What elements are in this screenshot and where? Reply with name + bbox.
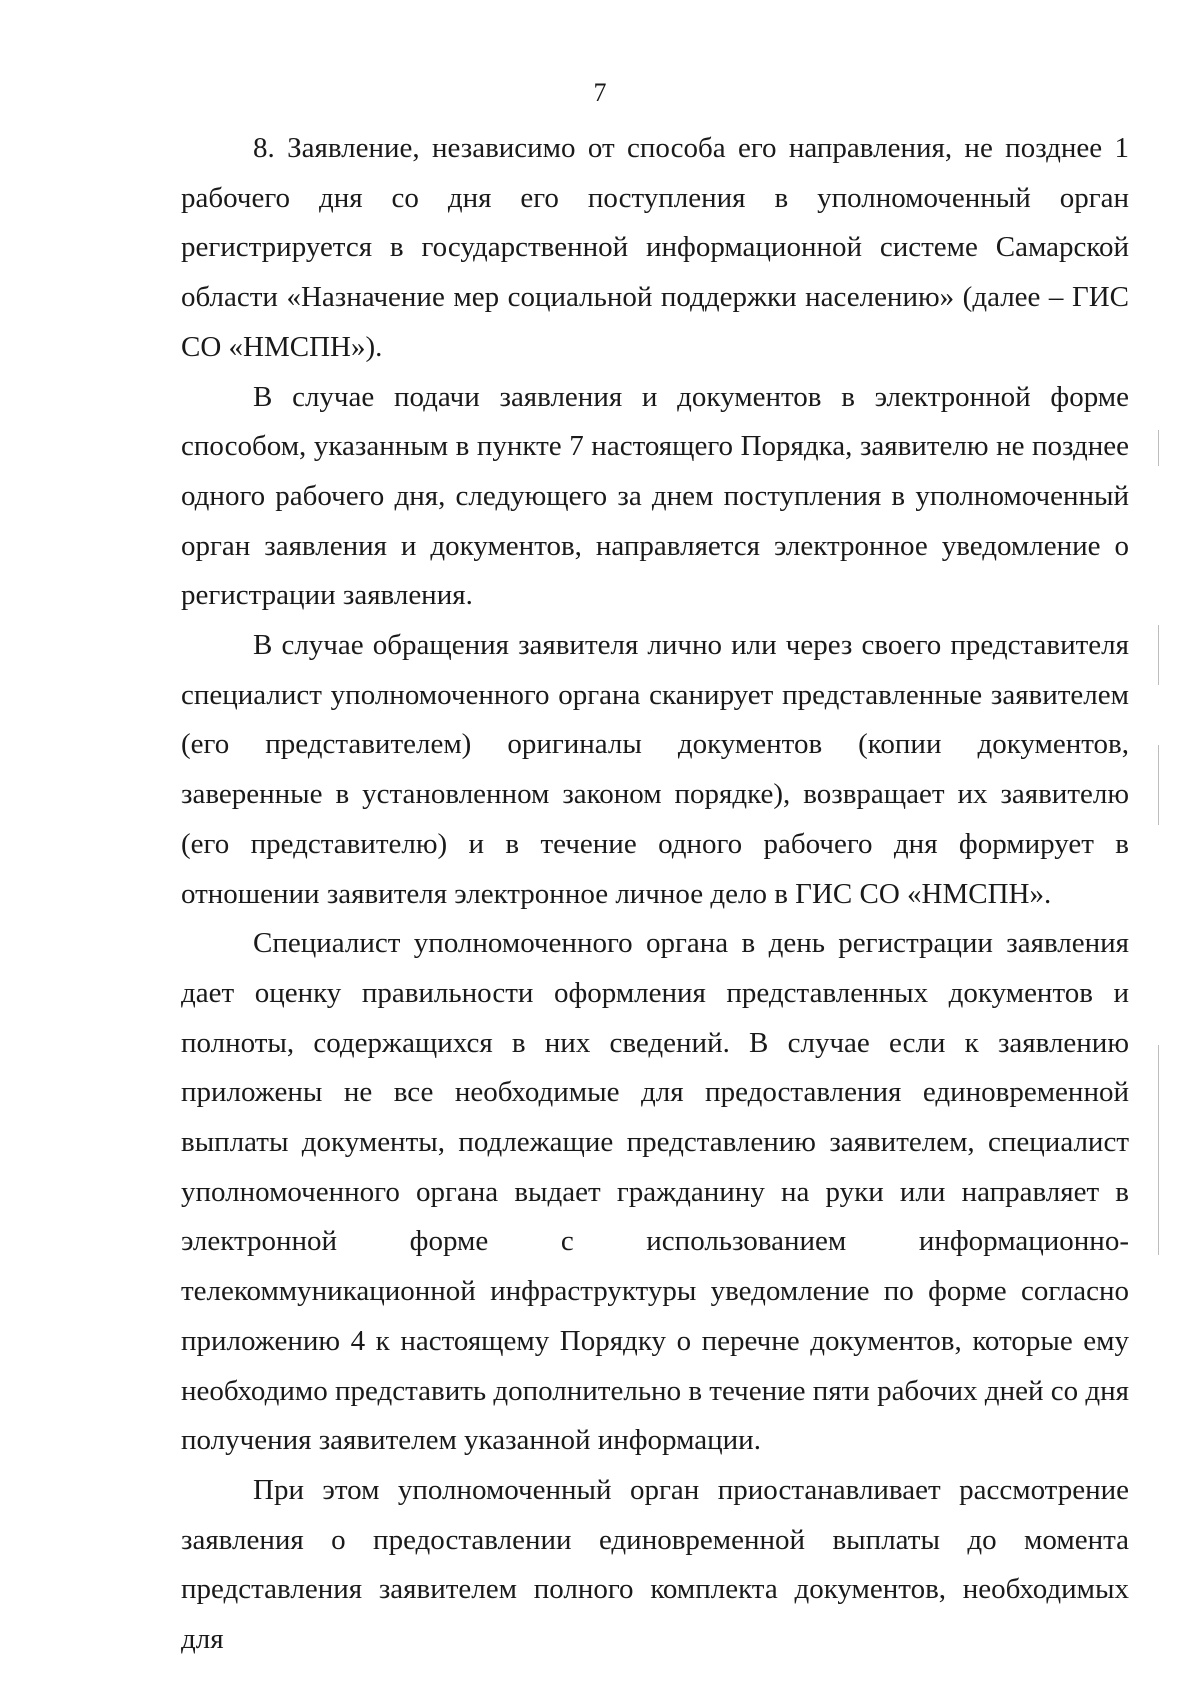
- scan-artifact: [1158, 430, 1159, 466]
- paragraph-specialist-assessment: Специалист уполномоченного органа в день регистрации заявления дает оценку правильности оформления представленных документов и полноты, содержащихся в них сведений. В случае если к заявлению приложены не все необходимые для предоставления единовременной выплаты документы, подлежащие представлению заявителем, специалист уполномоченного органа выдает гражданину на руки или направляет в электронной форме с использованием информационно-телекоммуникационной инфраструктуры уведомление по форме согласно приложению 4 к настоящему Порядку о перечне документов, которые ему необходимо представить дополнительно в течение пяти рабочих дней со дня получения заявителем указанной информации.: [181, 927, 1129, 1457]
- paragraph-registration: 8. Заявление, независимо от способа его направления, не позднее 1 рабочего дня со дня его поступления в уполномоченный орган регистрируется в государственной информационной системе Самарской области «Назначение мер социальной поддержки населению» (далее – ГИС СО «НМСПН»).: [181, 132, 1129, 363]
- document-body: [181, 124, 1129, 1665]
- paragraph-suspension: При этом уполномоченный орган приостанавливает рассмотрение заявления о предоставлении единовременной выплаты до момента представления заявителем полного комплекта документов, необходимых для: [181, 1473, 1129, 1656]
- paragraph-electronic-notice: В случае подачи заявления и документов в электронной форме способом, указанным в пункте 7 настоящего Порядка, заявителю не позднее одного рабочего дня, следующего за днем поступления в уполномоченный орган заявления и документов, направляется электронное уведомление о регистрации заявления.: [181, 380, 1129, 612]
- scan-artifact: [1158, 625, 1159, 685]
- page-number: 7: [593, 78, 607, 107]
- paragraph-personal-visit: В случае обращения заявителя лично или через своего представителя специалист уполномоченного органа сканирует представленные заявителем (его представителем) оригиналы документов (копии документов, заверенные в установленном законом порядке), возвращает их заявителю (его представителю) и в течение одного рабочего дня формирует в отношении заявителя электронное личное дело в ГИС СО «НМСПН».: [181, 629, 1129, 910]
- scan-artifact: [1158, 745, 1159, 825]
- scan-artifact: [1158, 1045, 1159, 1255]
